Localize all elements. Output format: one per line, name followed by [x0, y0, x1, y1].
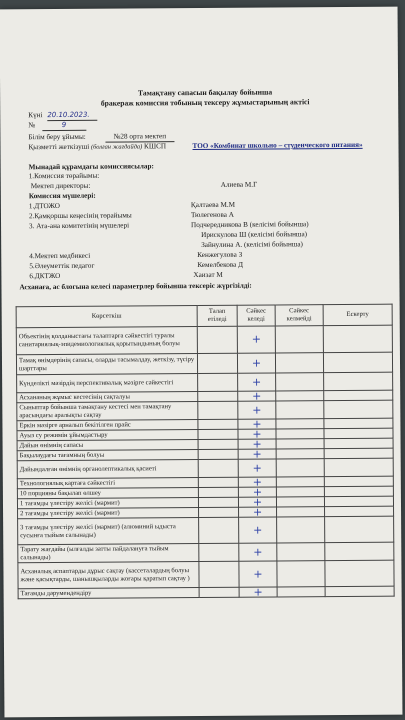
compliant-mark: + [238, 391, 276, 401]
school-label: Білім беру ұйымы: [28, 132, 86, 142]
note-cell [324, 496, 393, 506]
indicator-cell: Объектінің қолданыстағы талаптарға сәйкестігі туралы санитариялық-эпидемиологиялық қорытындының болуы [16, 327, 197, 355]
indicator-cell: Дайын өнімнің сапасы [17, 440, 198, 451]
required-cell [198, 459, 238, 477]
compliant-mark: + [238, 419, 276, 429]
noncompliant-cell [276, 449, 324, 459]
member-name: Подчередникова В (келісімі бойынша) [191, 220, 309, 230]
required-cell [198, 477, 238, 487]
indicator-cell: 3 тағамды үлестіру желісі (мармит) (алюминий ыдыста сусынға тыйым салынады) [18, 518, 199, 545]
note-cell [324, 438, 393, 448]
date-label: Күні [28, 111, 43, 120]
number-value: 9 [42, 121, 86, 131]
required-cell [199, 543, 239, 561]
noncompliant-cell [276, 487, 324, 497]
compliant-mark: + [238, 373, 276, 391]
date-value: 20.10.2023. [47, 111, 97, 121]
note-cell [325, 542, 394, 560]
note-cell [324, 390, 393, 400]
header-compliant: Сәйкес келеді [237, 305, 275, 326]
indicator-cell: Тамақ өнімдерінің сапасы, оларды тасымалдау, жеткізу, түсіру шарттары [16, 354, 197, 375]
noncompliant-cell [277, 543, 325, 561]
member-role: 2.Қамқоршы кеңесінің төрайымы [28, 211, 132, 221]
indicator-cell: 2 тағамды үлестіру желісі (мармит) [18, 508, 199, 519]
noncompliant-cell [276, 459, 324, 477]
compliant-mark: + [238, 449, 276, 459]
note-cell [323, 325, 392, 352]
noncompliant-cell [277, 587, 325, 597]
member-name: Қалтаева М.М [190, 200, 236, 210]
indicator-cell: Еркін мәзірге арналып бекітілген прайс [17, 420, 198, 431]
required-cell [198, 391, 238, 401]
note-cell [324, 418, 393, 428]
member-name: Кенжегулова З [197, 250, 243, 260]
required-cell [199, 587, 239, 597]
member-role: 1.ДТОЖО [28, 201, 60, 211]
required-cell [197, 326, 237, 353]
note-cell [324, 486, 393, 496]
noncompliant-cell [276, 429, 324, 439]
document-subtitle: бракераж комиссия тобының тексеру жұмыстарының актісі [100, 97, 310, 108]
compliant-mark: + [238, 401, 276, 419]
compliant-mark: + [238, 439, 276, 449]
noncompliant-cell [276, 391, 324, 401]
compliant-mark: + [238, 429, 276, 439]
indicator-cell: Технологиялық картаға сәйкестігі [17, 478, 198, 489]
required-cell [199, 561, 239, 587]
member-role: 5.Әлеуметтік педагог [29, 261, 95, 271]
compliant-mark: + [239, 587, 277, 597]
table-row [18, 560, 394, 589]
note-cell [324, 428, 393, 438]
table-row [18, 586, 394, 599]
caterer-note: (болған жағдайда) [90, 143, 143, 151]
note-cell [324, 476, 393, 486]
table-row [18, 516, 394, 545]
caterer-prefix: КШСП [144, 142, 167, 151]
noncompliant-cell [276, 497, 324, 507]
members-heading: Комиссия мүшелері: [28, 191, 96, 201]
member-role: 4.Мектеп медбикесі [29, 251, 91, 261]
required-cell [198, 429, 238, 439]
inspection-intro: Асханаға, ас блогына келесі параметрлер бойынша тексеріс жүргізілді: [19, 281, 252, 292]
noncompliant-cell [277, 507, 325, 517]
member-name: Зайнулина А. (келісімі бойынша) [201, 240, 303, 249]
school-value: №28 орта мектеп [106, 132, 175, 142]
required-cell [199, 507, 239, 517]
member-name: Тюлегенова А [190, 210, 234, 220]
noncompliant-cell [277, 517, 325, 543]
director-label: Мектеп директоры: [30, 181, 91, 191]
compliant-mark: + [238, 477, 276, 487]
noncompliant-cell [275, 326, 323, 353]
indicator-cell: Күнделікті мәзірдің перспективалық мәзірге сәйкестігі [17, 374, 198, 393]
required-cell [198, 439, 238, 449]
note-cell [325, 516, 394, 542]
compliant-mark: + [239, 517, 277, 543]
chair-label: 1.Комиссия төрайымы: [28, 171, 100, 181]
required-cell [198, 419, 238, 429]
number-row [28, 121, 86, 131]
director-name: Алиева М.Г [220, 180, 258, 189]
compliant-mark: + [239, 507, 277, 517]
caterer-value: ТОО «Комбинат школьно – студенческого питания» [192, 140, 363, 151]
indicator-cell: Асхананың жұмыс кестесінің сақталуы [17, 392, 198, 403]
compliant-mark: + [237, 326, 275, 353]
note-cell [324, 372, 393, 390]
noncompliant-cell [277, 561, 325, 587]
compliant-mark: + [238, 497, 276, 507]
indicator-cell: Бақылаудағы тағамның болуы [17, 450, 198, 461]
noncompliant-cell [276, 373, 324, 391]
note-cell [324, 400, 393, 418]
commission-heading: Мынадай құрамдағы комиссиясылар: [28, 162, 154, 172]
table-header-row [16, 304, 392, 328]
header-required: Талап етіледі [197, 305, 237, 326]
required-cell [198, 401, 238, 419]
indicator-cell: Тарату жағдайы (ылғалды затты пайдалануға тыйым салынады) [18, 544, 199, 563]
caterer-label: Қызметті жеткізуші [28, 142, 90, 152]
noncompliant-cell [276, 419, 324, 429]
date-row [28, 111, 97, 121]
note-cell [323, 352, 392, 372]
required-cell [198, 373, 238, 391]
indicator-cell: Сыныптар бойынша тамақтану кестесі мен тамақтану арасындағы аралықты сақтау [17, 402, 198, 421]
required-cell [198, 497, 238, 507]
compliant-mark: + [237, 353, 275, 373]
indicator-cell: Асханалық аспаптарды дұрыс сақтау (кассеталардың болуы және қасықтарды, шанышқыларды жоғары қаратып сақтау ) [18, 562, 199, 589]
inspection-table [16, 304, 395, 600]
indicator-cell: Ауыз су режимін ұйымдастыру [17, 430, 198, 441]
member-name: Хаизат М [193, 270, 223, 280]
member-role: 3. Ата-ана комитетінің мүшелері [29, 221, 130, 231]
required-cell [198, 449, 238, 459]
indicator-cell: 1 тағамды үлестіру желісі (мармит) [17, 498, 198, 509]
inspection-act-page [0, 7, 402, 718]
required-cell [198, 487, 238, 497]
number-label: № [28, 121, 36, 130]
compliant-mark: + [238, 487, 276, 497]
note-cell [325, 586, 394, 596]
required-cell [199, 517, 239, 543]
indicator-cell: 10 порцияны бақылап өлшеу [17, 488, 198, 499]
required-cell [197, 353, 237, 373]
noncompliant-cell [276, 401, 324, 419]
table-row [16, 352, 392, 375]
noncompliant-cell [276, 439, 324, 449]
note-cell [324, 458, 393, 476]
compliant-mark: + [239, 543, 277, 561]
member-name: Кемелбекова Д [197, 260, 244, 270]
note-cell [325, 506, 394, 516]
header-noncompliant: Сәйкес келмейді [275, 305, 323, 326]
table-row [16, 325, 392, 355]
document-title: Тамақтану сапасын бақылау бойынша [137, 87, 273, 98]
header-indicator: Көрсеткіш [16, 306, 197, 328]
note-cell [325, 560, 394, 586]
header-note: Ескерту [323, 304, 392, 325]
member-name: Ирискулова Ш (келісімі бойынша) [201, 230, 308, 239]
compliant-mark: + [239, 561, 277, 587]
caterer-row [28, 142, 166, 152]
noncompliant-cell [276, 477, 324, 487]
note-cell [324, 448, 393, 458]
indicator-cell: Тағамды дәрумендендіру [18, 588, 199, 599]
member-role: 6.ДКТЖО [29, 271, 61, 281]
indicator-cell: Дайындалған өнімнің органолептикалық қасиеті [17, 460, 198, 479]
noncompliant-cell [275, 353, 323, 373]
compliant-mark: + [238, 459, 276, 477]
